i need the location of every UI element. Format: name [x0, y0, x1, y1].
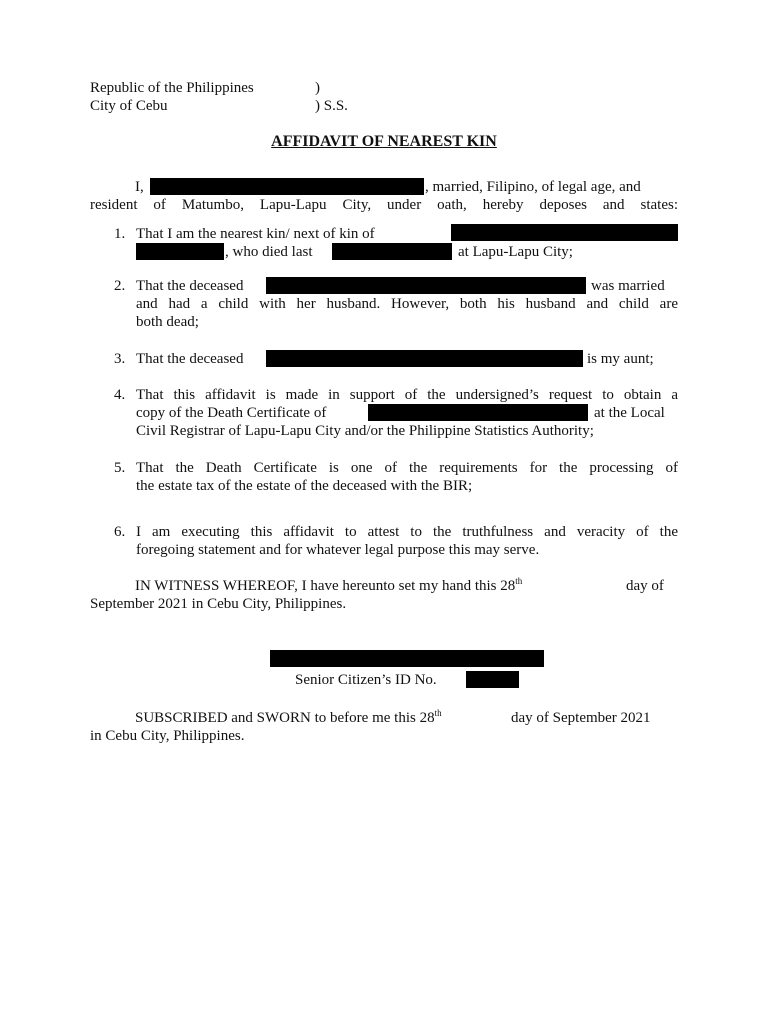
- item-2-text-c: and had a child with her husband. However, both his husband and child are: [136, 296, 678, 312]
- item-1-text-c: at Lapu-Lapu City;: [458, 244, 573, 260]
- item-3-text-a: That the deceased: [136, 351, 244, 367]
- item-1-text-b: , who died last: [225, 244, 313, 260]
- intro-suffix: , married, Filipino, of legal age, and: [425, 179, 641, 195]
- jurat-pre-text: SUBSCRIBED and SWORN to before me this 28: [135, 710, 435, 726]
- intro-prefix: I,: [135, 179, 144, 195]
- witness-pre-text: IN WITNESS WHEREOF, I have hereunto set my hand this 28: [135, 578, 516, 594]
- item-1-text-a: That I am the nearest kin/ next of kin of: [136, 226, 375, 242]
- item-6-number: 6.: [114, 524, 126, 540]
- redaction-deceased-name-1-cont: [136, 243, 224, 260]
- item-2-text-a: That the deceased: [136, 278, 244, 294]
- jurat-line1-post: day of September 2021: [511, 710, 651, 726]
- header-republic-paren: ): [315, 80, 320, 96]
- jurat-ordinal-sup: th: [434, 708, 442, 718]
- document-title: AFFIDAVIT OF NEAREST KIN: [271, 133, 497, 150]
- item-5-number: 5.: [114, 460, 126, 476]
- redaction-deceased-name-3: [266, 350, 583, 367]
- item-1-number: 1.: [114, 226, 126, 242]
- redaction-deceased-name-2: [266, 277, 586, 294]
- senior-citizen-id-label: Senior Citizen’s ID No.: [295, 672, 437, 688]
- witness-ordinal-sup: th: [515, 576, 523, 586]
- redaction-date-of-death: [332, 243, 452, 260]
- redaction-signature-name: [270, 650, 544, 667]
- intro-line2: resident of Matumbo, Lapu-Lapu City, under oath, hereby deposes and states:: [90, 197, 678, 213]
- item-5-text-a: That the Death Certificate is one of the requirements for the processing of: [136, 460, 678, 476]
- jurat-line1-pre: [135, 709, 442, 727]
- redaction-id-number: [466, 671, 519, 688]
- header-city: City of Cebu: [90, 98, 168, 114]
- jurat-line2: in Cebu City, Philippines.: [90, 728, 245, 744]
- item-4-text-d: Civil Registrar of Lapu-Lapu City and/or the Philippine Statistics Authority;: [136, 423, 594, 439]
- item-5-text-b: the estate tax of the estate of the deceased with the BIR;: [136, 478, 473, 494]
- item-2-text-b: was married: [591, 278, 665, 294]
- item-2-number: 2.: [114, 278, 126, 294]
- item-3-number: 3.: [114, 351, 126, 367]
- item-4-number: 4.: [114, 387, 126, 403]
- redaction-deceased-name-1: [451, 224, 678, 241]
- item-4-text-b: copy of the Death Certificate of: [136, 405, 327, 421]
- item-3-text-b: is my aunt;: [587, 351, 654, 367]
- header-city-paren: ) S.S.: [315, 98, 348, 114]
- item-6-text-a: I am executing this affidavit to attest to the truthfulness and veracity of the: [136, 524, 678, 540]
- item-4-text-a: That this affidavit is made in support of the undersigned’s request to obtain a: [136, 387, 678, 403]
- witness-line2: September 2021 in Cebu City, Philippines.: [90, 596, 347, 612]
- redaction-deceased-name-4: [368, 404, 588, 421]
- item-2-text-d: both dead;: [136, 314, 199, 330]
- header-republic: Republic of the Philippines: [90, 80, 254, 96]
- item-4-text-c: at the Local: [594, 405, 665, 421]
- witness-line1-post: day of: [626, 578, 664, 594]
- witness-line1-pre: [135, 577, 522, 595]
- item-6-text-b: foregoing statement and for whatever legal purpose this may serve.: [136, 542, 540, 558]
- redaction-affiant-name: [150, 178, 424, 195]
